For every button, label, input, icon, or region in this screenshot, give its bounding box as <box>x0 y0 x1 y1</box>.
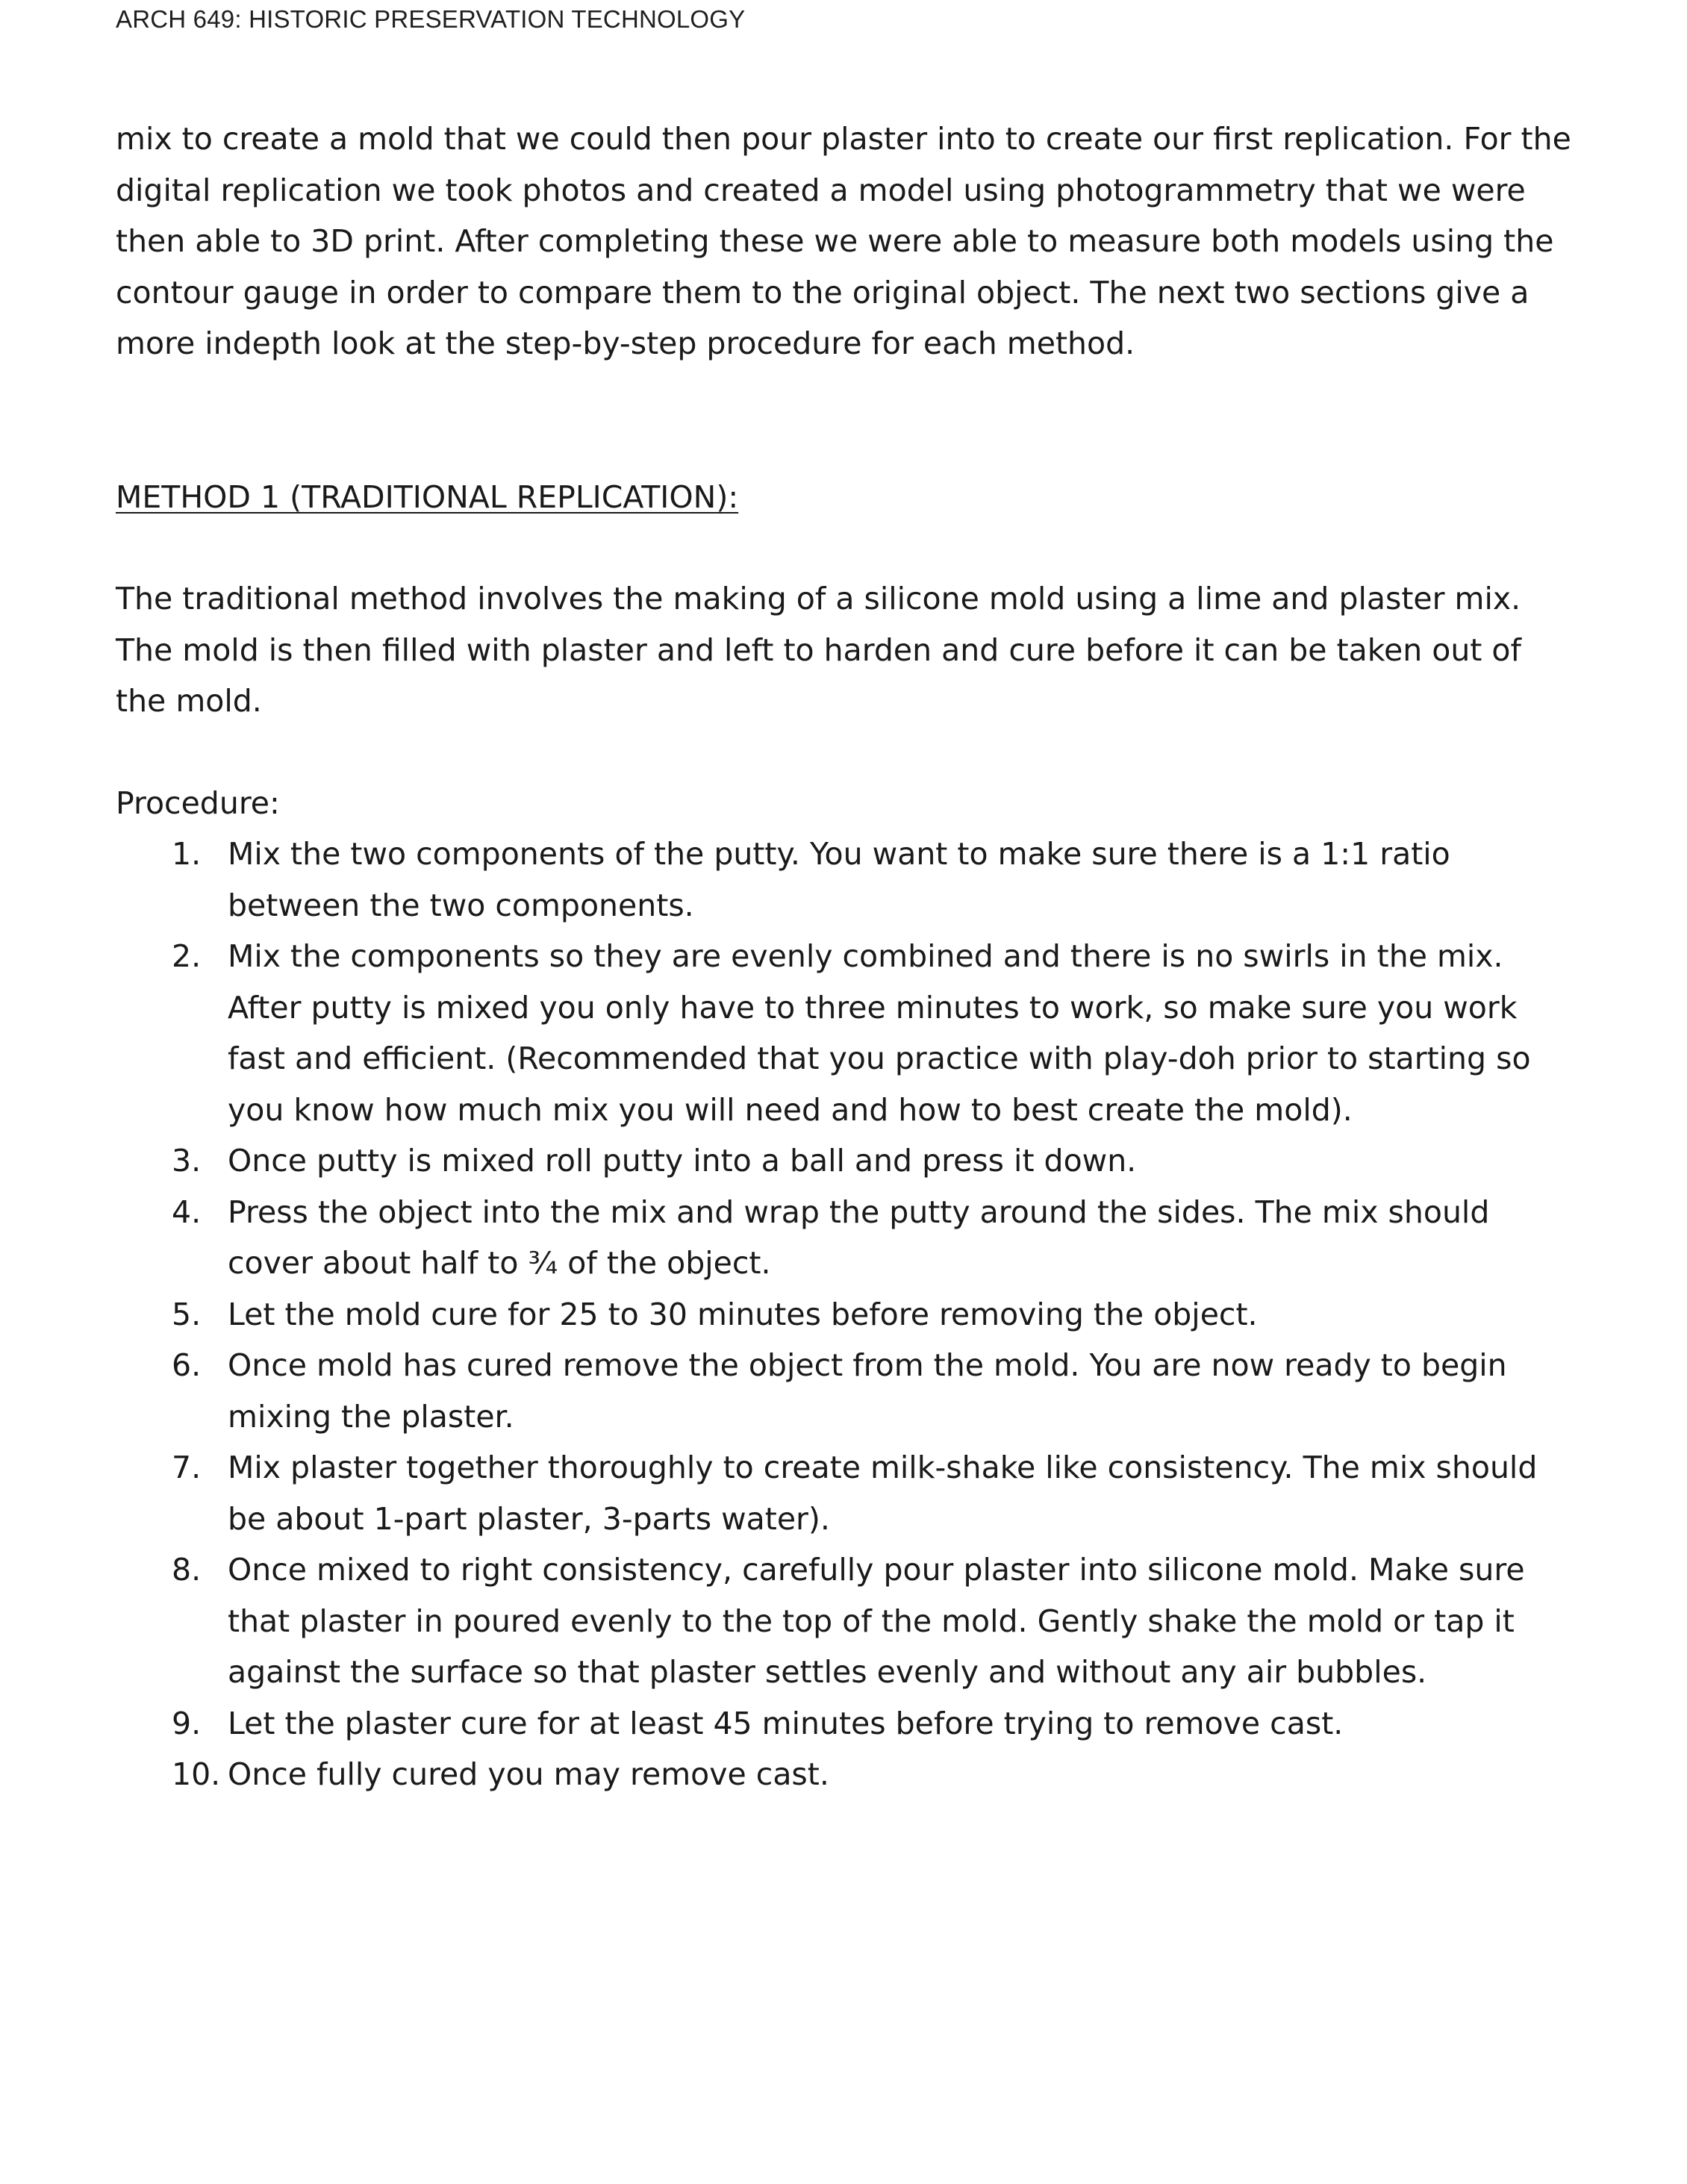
procedure-step <box>116 1442 1579 1544</box>
step-number: 6. <box>172 1347 202 1383</box>
step-number: 8. <box>172 1552 202 1588</box>
section-heading-method1: METHOD 1 (TRADITIONAL REPLICATION): <box>116 478 739 515</box>
procedure-label: Procedure: <box>116 784 280 821</box>
step-number: 3. <box>172 1143 202 1179</box>
step-text: Let the plaster cure for at least 45 minutes before trying to remove cast. <box>228 1705 1344 1741</box>
procedure-step <box>116 829 1579 931</box>
step-number: 10. <box>172 1756 221 1792</box>
step-number: 1. <box>172 836 202 872</box>
step-text: Press the object into the mix and wrap the putty around the sides. The mix should cover about half to ¾ of the object. <box>228 1194 1490 1281</box>
step-text: Once fully cured you may remove cast. <box>228 1756 829 1792</box>
procedure-steps-list <box>116 829 1579 1800</box>
method1-description: The traditional method involves the making of a silicone mold using a lime and plaster mix. The mold is then filled with plaster and left to harden and cure before it can be taken out of the mold. <box>116 581 1521 719</box>
step-number: 4. <box>172 1194 202 1230</box>
document-body <box>116 113 1579 1800</box>
step-text: Mix plaster together thoroughly to create milk-shake like consistency. The mix should be about 1-part plaster, 3-parts water). <box>228 1450 1538 1537</box>
page-header: ARCH 649: HISTORIC PRESERVATION TECHNOLOGY <box>116 5 746 33</box>
step-number: 7. <box>172 1450 202 1485</box>
step-text: Mix the two components of the putty. You want to make sure there is a 1:1 ratio between the two components. <box>228 836 1450 923</box>
procedure-step <box>116 1698 1579 1750</box>
procedure-step <box>116 1544 1579 1698</box>
procedure-step <box>116 1135 1579 1187</box>
step-number: 9. <box>172 1705 202 1741</box>
step-text: Mix the components so they are evenly combined and there is no swirls in the mix. After putty is mixed you only have to three minutes to work, so make sure you work fast and efficient. (Recommended that you practice with play-doh prior to starting so you know how much mix you will need and how to best create the mold). <box>228 938 1531 1128</box>
step-text: Once mold has cured remove the object from the mold. You are now ready to begin mixing the plaster. <box>228 1347 1507 1435</box>
intro-paragraph: mix to create a mold that we could then pour plaster into to create our first replication. For the digital replication we took photos and created a model using photogrammetry that we were then able to 3D print. After completing these we were able to measure both models using the contour gauge in order to compare them to the original object. The next two sections give a more indepth look at the step-by-step procedure for each method. <box>116 121 1571 361</box>
step-text: Once mixed to right consistency, carefully pour plaster into silicone mold. Make sure that plaster in poured evenly to the top of the mold. Gently shake the mold or tap it against the surface so that plaster settles evenly and without any air bubbles. <box>228 1552 1525 1690</box>
procedure-step <box>116 1340 1579 1442</box>
step-text: Once putty is mixed roll putty into a ball and press it down. <box>228 1143 1137 1179</box>
procedure-step <box>116 931 1579 1135</box>
procedure-step <box>116 1187 1579 1289</box>
step-number: 5. <box>172 1296 202 1332</box>
procedure-step <box>116 1749 1579 1800</box>
step-text: Let the mold cure for 25 to 30 minutes before removing the object. <box>228 1296 1258 1332</box>
step-number: 2. <box>172 938 202 974</box>
procedure-step <box>116 1289 1579 1341</box>
